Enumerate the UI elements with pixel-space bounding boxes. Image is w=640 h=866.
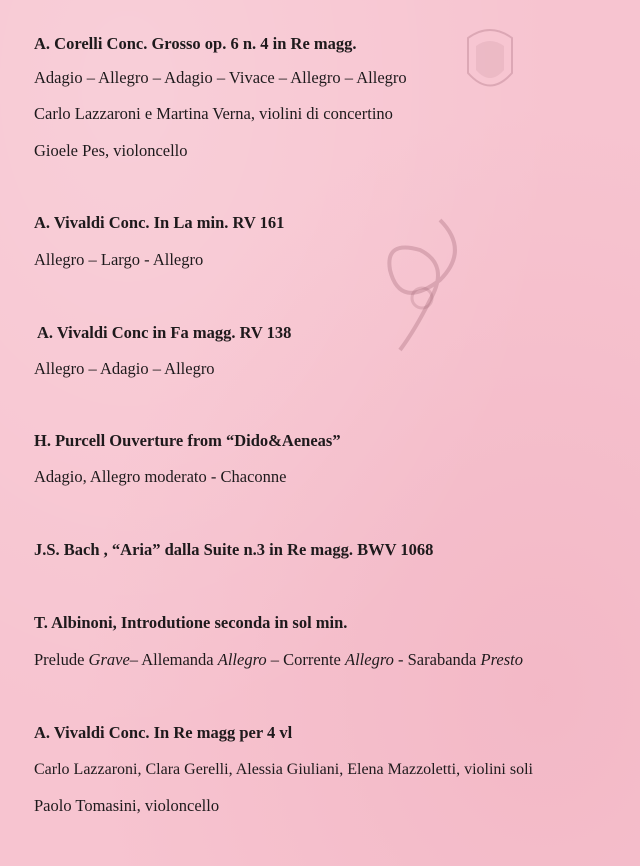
program-entry [34, 213, 284, 233]
movement-tempo: Allegro [217, 650, 267, 669]
piece-title: H. Purcell Ouverture from “Dido&Aeneas” [34, 431, 341, 450]
piece-title: A. Vivaldi Conc. In La min. RV 161 [34, 213, 285, 232]
piece-title: A. Vivaldi Conc. In Re magg per 4 vl [34, 723, 293, 742]
movements-line: Adagio – Allegro – Adagio – Vivace – Allegro – Allegro [34, 68, 407, 87]
movement-name: Prelude [34, 650, 89, 669]
movements-line: Allegro – Largo - Allegro [34, 250, 204, 269]
movements-line: Allegro – Adagio – Allegro [34, 359, 215, 378]
treble-clef-watermark-icon [360, 210, 480, 360]
movements-line: Adagio, Allegro moderato - Chaconne [34, 467, 287, 486]
performers-line: Carlo Lazzaroni, Clara Gerelli, Alessia Giuliani, Elena Mazzoletti, violini soli [34, 761, 533, 778]
movement-tempo: Grave [88, 650, 130, 669]
piece-title: J.S. Bach , “Aria” dalla Suite n.3 in Re magg. BWV 1068 [34, 540, 434, 559]
movement-name: - Sarabanda [393, 650, 481, 669]
program-entry [34, 613, 347, 633]
performers-line: Carlo Lazzaroni e Martina Verna, violini di concertino [34, 104, 393, 123]
movement-tempo: Allegro [345, 650, 394, 669]
movement-name: – Corrente [266, 650, 345, 669]
performers-line: Paolo Tomasini, violoncello [34, 796, 220, 815]
crest-watermark-icon [458, 18, 522, 108]
piece-title: A. Corelli Conc. Grosso op. 6 n. 4 in Re magg. [34, 34, 357, 53]
program-entry [37, 323, 291, 343]
program-entry [34, 431, 341, 451]
program-entry [34, 723, 292, 743]
piece-title: T. Albinoni, Introdutione seconda in sol min. [34, 613, 348, 632]
movements-line [34, 650, 523, 670]
movement-tempo: Presto [480, 650, 523, 669]
piece-title: A. Vivaldi Conc in Fa magg. RV 138 [37, 323, 292, 342]
program-entry [34, 34, 357, 54]
movement-name: – Allemanda [129, 650, 218, 669]
performers-line: Gioele Pes, violoncello [34, 141, 188, 160]
program-entry [34, 540, 433, 560]
